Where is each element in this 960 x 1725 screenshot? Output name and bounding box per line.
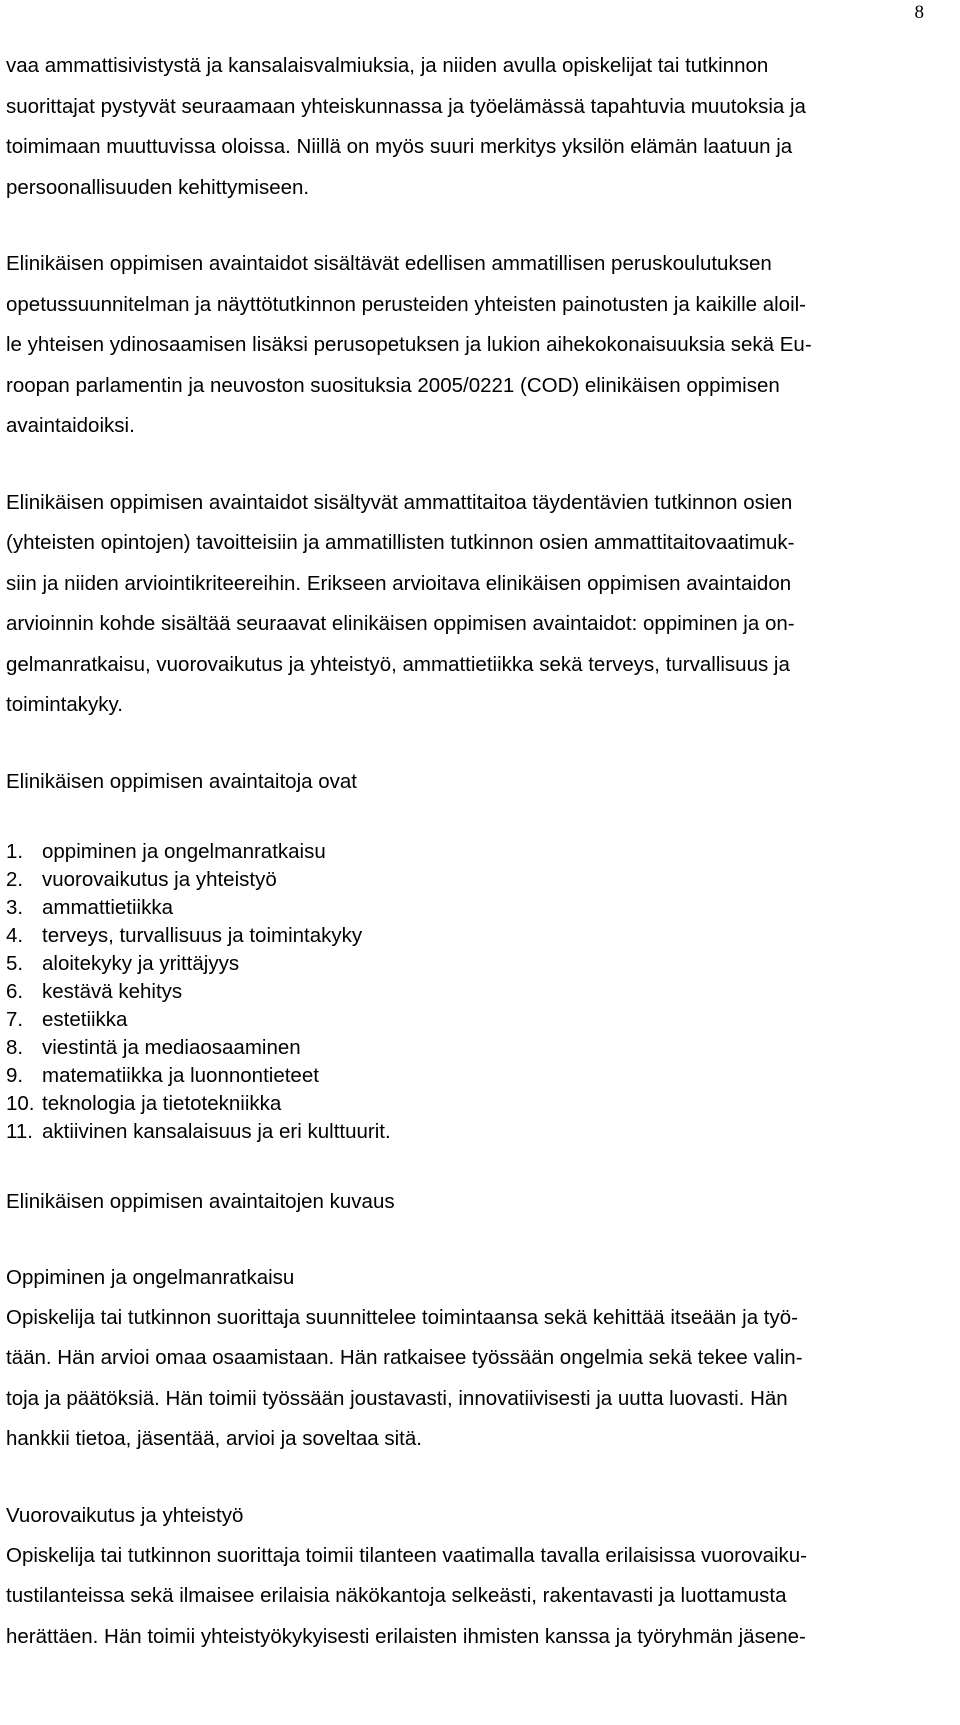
text-line: hankkii tietoa, jäsentää, arvioi ja soveltaa sitä.: [6, 1427, 422, 1450]
text-line: persoonallisuuden kehittymiseen.: [6, 175, 310, 199]
list-item-number: 2.: [6, 867, 24, 891]
list-item: [6, 1006, 948, 1034]
list-item-number: 6.: [6, 979, 24, 1003]
text-line: avaintaidoiksi.: [6, 414, 135, 437]
list-item-number: 8.: [6, 1035, 24, 1059]
list-heading: Elinikäisen oppimisen avaintaitoja ovat: [6, 769, 357, 793]
text-line: le yhteisen ydinosaamisen lisäksi perusopetuksen ja lukion aihekokonaisuuksia sekä Eu-: [6, 333, 812, 356]
text-line: toimintakyky.: [6, 693, 123, 716]
list-item: [6, 922, 948, 950]
list-item: [6, 1062, 948, 1090]
paragraph-3: [6, 483, 948, 726]
text-line: Opiskelija tai tutkinnon suorittaja suunnittelee toimintaansa sekä kehittää itseään ja työ-: [6, 1305, 798, 1329]
list-item-number: 11.: [6, 1119, 33, 1143]
list-item: [6, 978, 948, 1006]
section-title: Oppiminen ja ongelmanratkaisu: [6, 1265, 295, 1289]
text-line: (yhteisten opintojen) tavoitteisiin ja ammatillisten tutkinnon osien ammattitaitovaatimuk-: [6, 531, 795, 554]
text-line: toimimaan muuttuvissa oloissa. Niillä on myös suuri merkitys yksilön elämän laatuun ja: [6, 135, 793, 158]
text-line: Elinikäisen oppimisen avaintaidot sisältävät edellisen ammatillisen peruskoulutuksen: [6, 252, 772, 275]
list-item-text: aktiivinen kansalaisuus ja eri kulttuurit.: [42, 1119, 391, 1143]
key-skills-list: [6, 838, 948, 1146]
list-item-number: 7.: [6, 1007, 24, 1031]
text-line: gelmanratkaisu, vuorovaikutus ja yhteistyö, ammattietiikka sekä terveys, turvallisuus ja: [6, 652, 790, 676]
list-item: [6, 950, 948, 978]
list-item-text: viestintä ja mediaosaaminen: [42, 1035, 301, 1059]
list-item-text: matematiikka ja luonnontieteet: [42, 1063, 319, 1087]
list-item-number: 9.: [6, 1063, 24, 1087]
list-item-text: aloitekyky ja yrittäjyys: [42, 951, 240, 975]
list-item-number: 10.: [6, 1091, 35, 1115]
list-item: [6, 866, 948, 894]
text-line: tustilanteissa sekä ilmaisee erilaisia näkökantoja selkeästi, rakentavasti ja luottamusta: [6, 1584, 787, 1607]
text-line: roopan parlamentin ja neuvoston suosituksia 2005/0221 (COD) elinikäisen oppimisen: [6, 373, 780, 397]
description-heading: Elinikäisen oppimisen avaintaitojen kuvaus: [6, 1189, 395, 1213]
page-number: 8: [914, 2, 924, 23]
text-line: opetussuunnitelman ja näyttötutkinnon perusteiden yhteisten painotusten ja kaikille aloil-: [6, 292, 807, 316]
list-item: [6, 838, 948, 866]
list-item-text: terveys, turvallisuus ja toimintakyky: [42, 923, 363, 947]
paragraph-1: [6, 46, 948, 208]
text-line: Elinikäisen oppimisen avaintaidot sisältyvät ammattitaitoa täydentävien tutkinnon osien: [6, 490, 793, 514]
text-line: herättäen. Hän toimii yhteistyökykyisesti erilaisten ihmisten kanssa ja työryhmän jäsene-: [6, 1624, 806, 1648]
section-body: [6, 1298, 948, 1460]
list-item: [6, 1034, 948, 1062]
list-item-number: 5.: [6, 951, 24, 975]
list-item-text: vuorovaikutus ja yhteistyö: [42, 867, 277, 891]
list-item: [6, 894, 948, 922]
list-item-text: oppiminen ja ongelmanratkaisu: [42, 839, 326, 863]
list-item: [6, 1118, 948, 1146]
section-body: [6, 1536, 948, 1658]
paragraph-2: [6, 244, 948, 447]
text-line: tään. Hän arvioi omaa osaamistaan. Hän ratkaisee työssään ongelmia sekä tekee valin-: [6, 1346, 803, 1369]
section-title: Vuorovaikutus ja yhteistyö: [6, 1503, 244, 1527]
text-line: toja ja päätöksiä. Hän toimii työssään joustavasti, innovatiivisesti ja uutta luovasti. Hän: [6, 1386, 788, 1410]
list-item-text: kestävä kehitys: [42, 979, 183, 1003]
text-line: arvioinnin kohde sisältää seuraavat elinikäisen oppimisen avaintaidot: oppiminen ja on-: [6, 612, 795, 635]
list-item-number: 1.: [6, 839, 24, 863]
text-line: siin ja niiden arviointikriteereihin. Erikseen arvioitava elinikäisen oppimisen avaintaidon: [6, 571, 792, 595]
text-line: Opiskelija tai tutkinnon suorittaja toimii tilanteen vaatimalla tavalla erilaisissa vuorovaiku-: [6, 1543, 808, 1567]
list-item-number: 3.: [6, 895, 24, 919]
list-item-text: ammattietiikka: [42, 895, 174, 919]
list-item-number: 4.: [6, 923, 24, 947]
text-line: vaa ammattisivistystä ja kansalaisvalmiuksia, ja niiden avulla opiskelijat tai tutkinnon: [6, 54, 769, 77]
list-item-text: teknologia ja tietotekniikka: [42, 1091, 282, 1115]
list-item: [6, 1090, 948, 1118]
document-body: [6, 46, 948, 1693]
text-line: suorittajat pystyvät seuraamaan yhteiskunnassa ja työelämässä tapahtuvia muutoksia ja: [6, 94, 806, 118]
list-item-text: estetiikka: [42, 1007, 128, 1031]
